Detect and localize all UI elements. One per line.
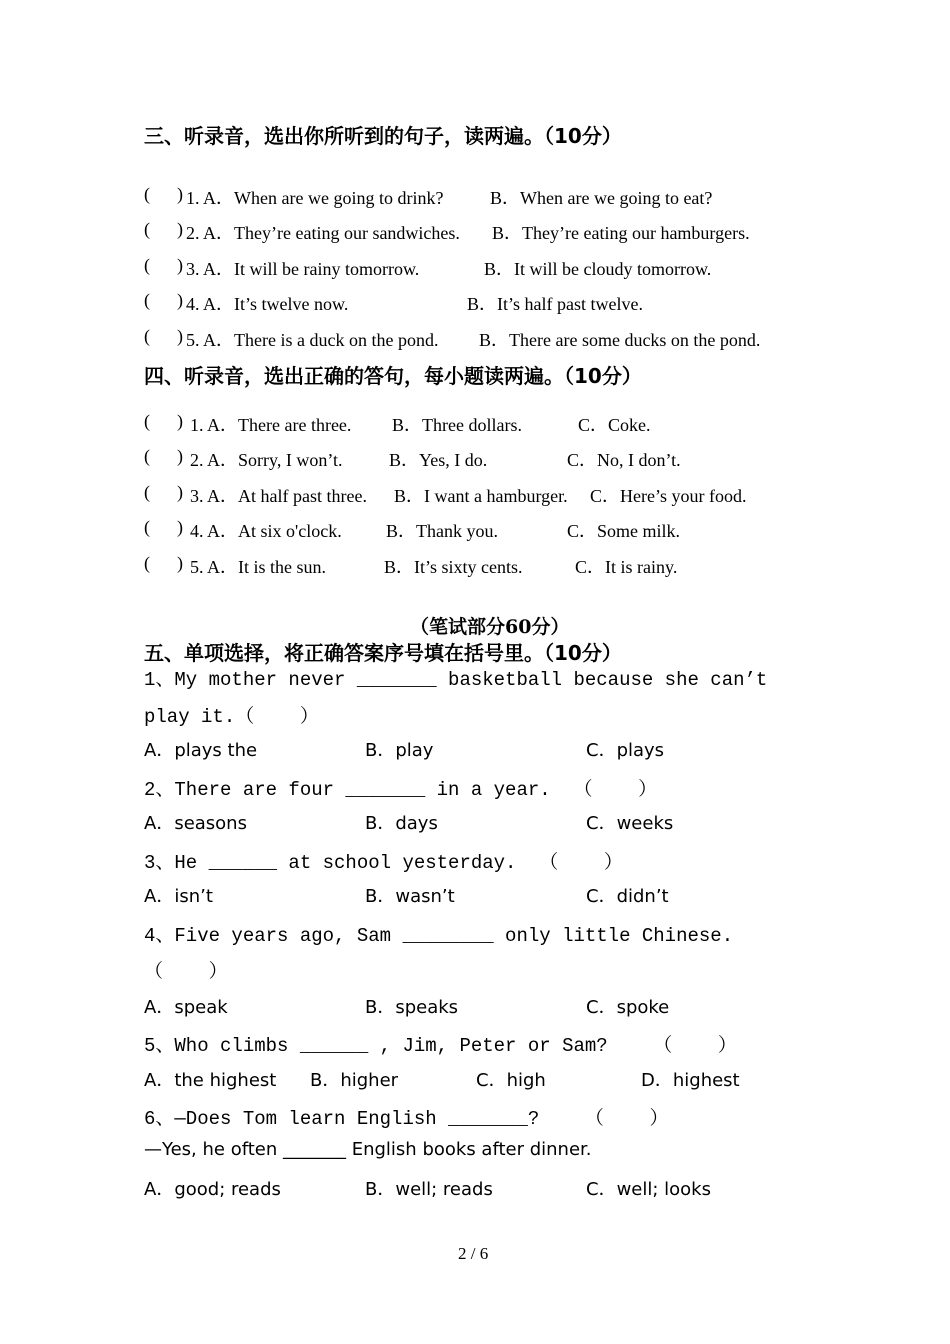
option-a: A．good; reads (144, 1179, 281, 1200)
option-c: C．No, I don’t. (567, 450, 681, 470)
option-b: B．days (365, 813, 438, 834)
answer-bracket[interactable]: ( ) (144, 482, 183, 502)
option-b: B．speaks (365, 997, 459, 1018)
option-a: 5. A．It is the sun. (190, 557, 327, 577)
option-b: B．It’s half past twelve. (467, 294, 643, 314)
option-a: 2. A．Sorry, I won’t. (190, 450, 343, 470)
option-b: B．There are some ducks on the pond. (479, 330, 761, 350)
option-b: B．Thank you. (386, 521, 498, 541)
option-a: 2. A．They’re eating our sandwiches. (186, 223, 460, 243)
option-b: B．When are we going to eat? (490, 188, 713, 208)
question-6-text[interactable]: 6、—Does Tom learn English _______? （ ） (144, 1108, 669, 1130)
option-b: B．higher (310, 1070, 399, 1091)
option-a: A．speak (144, 997, 228, 1018)
answer-bracket[interactable]: ( ) (144, 411, 183, 431)
option-b: B．They’re eating our hamburgers. (492, 223, 750, 243)
option-c: C．didn’t (586, 886, 669, 907)
option-a: 4. A．At six o'clock. (190, 521, 342, 541)
option-b: B．It will be cloudy tomorrow. (484, 259, 712, 279)
question-2-text[interactable]: 2、There are four _______ in a year. （ ） (144, 779, 658, 801)
answer-bracket[interactable]: ( ) (144, 517, 183, 537)
answer-bracket[interactable]: ( ) (144, 553, 183, 573)
option-b: B．Three dollars. (392, 415, 522, 435)
answer-bracket[interactable]: ( ) (144, 255, 183, 275)
option-c: C．Here’s your food. (590, 486, 747, 506)
option-a: A．the highest (144, 1070, 277, 1091)
option-a: 3. A．It will be rainy tomorrow. (186, 259, 420, 279)
question-3-text[interactable]: 3、He ______ at school yesterday. （ ） (144, 852, 623, 874)
question-4-text: 4、Five years ago, Sam ________ only little Chinese. (144, 925, 734, 947)
question-5-text[interactable]: 5、Who climbs ______ , Jim, Peter or Sam? （ ） (144, 1035, 737, 1057)
option-c: C．It is rainy. (575, 557, 678, 577)
answer-bracket[interactable]: ( ) (144, 184, 183, 204)
option-b: B．wasn’t (365, 886, 455, 907)
option-c: C．plays (586, 740, 665, 761)
question-6-text-cont: —Yes, he often _______ English books after dinner. (144, 1139, 592, 1160)
option-c: C．well; looks (586, 1179, 711, 1200)
option-a: A．isn’t (144, 886, 213, 907)
option-b: B．well; reads (365, 1179, 493, 1200)
answer-bracket[interactable]: ( ) (144, 326, 183, 346)
option-b: B．It’s sixty cents. (384, 557, 523, 577)
question-1-text-cont[interactable]: play it.（ ） (144, 706, 319, 728)
option-a: 3. A．At half past three. (190, 486, 367, 506)
question-4-text-cont[interactable]: （ ） (144, 961, 228, 983)
option-a: 1. A．When are we going to drink? (186, 188, 444, 208)
question-1-text: 1、My mother never _______ basketball because she can’t (144, 669, 768, 691)
option-a: A．seasons (144, 813, 247, 834)
option-a: 4. A．It’s twelve now. (186, 294, 349, 314)
section4-title: 四、听录音，选出正确的答句，每小题读两遍。（10分） (144, 364, 642, 388)
option-d: D．highest (641, 1070, 740, 1091)
option-b: B．I want a hamburger. (394, 486, 568, 506)
section3-title: 三、听录音，选出你所听到的句子，读两遍。（10分） (144, 124, 622, 148)
option-b: B．play (365, 740, 434, 761)
answer-bracket[interactable]: ( ) (144, 290, 183, 310)
option-c: C．Some milk. (567, 521, 681, 541)
answer-bracket[interactable]: ( ) (144, 446, 183, 466)
option-a: A．plays the (144, 740, 258, 761)
option-c: C．spoke (586, 997, 670, 1018)
option-b: B．Yes, I do. (389, 450, 488, 470)
option-c: C．high (476, 1070, 546, 1091)
page-number: 2 / 6 (458, 1244, 489, 1263)
section5-title: 五、单项选择，将正确答案序号填在括号里。（10分） (144, 641, 622, 665)
option-a: 1. A．There are three. (190, 415, 352, 435)
option-c: C．weeks (586, 813, 674, 834)
option-c: C．Coke. (578, 415, 651, 435)
written-part-header: （笔试部分60分） (410, 616, 570, 638)
answer-bracket[interactable]: ( ) (144, 219, 183, 239)
option-a: 5. A．There is a duck on the pond. (186, 330, 439, 350)
